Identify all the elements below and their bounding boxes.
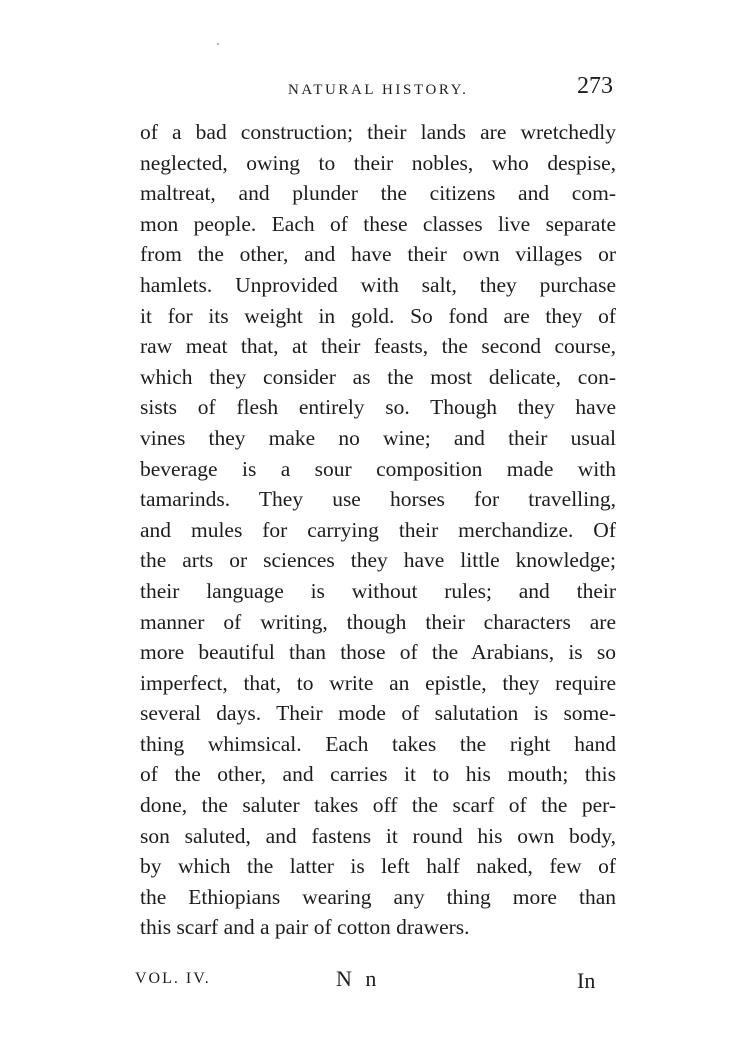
- text-line: beverage is a sour composition made with: [140, 456, 616, 481]
- text-line: vines they make no wine; and their usual: [140, 425, 616, 450]
- text-line: from the other, and have their own villages or: [140, 242, 616, 267]
- text-line: maltreat, and plunder the citizens and com-: [140, 181, 616, 206]
- catchword: In: [577, 968, 596, 993]
- text-line: manner of writing, though their characters are: [140, 609, 616, 634]
- text-line: of a bad construction; their lands are wretchedly: [140, 120, 616, 144]
- text-line: and mules for carrying their merchandize. Of: [140, 517, 616, 542]
- volume-label: VOL. IV.: [135, 970, 211, 987]
- paper-speck: [217, 43, 219, 45]
- text-line: tamarinds. They use horses for travelling,: [140, 487, 616, 512]
- text-line: which they consider as the most delicate, con-: [140, 364, 616, 389]
- page-number: 273: [577, 73, 613, 99]
- text-line: hamlets. Unprovided with salt, they purchase: [140, 272, 616, 297]
- text-line: their language is without rules; and their: [140, 578, 616, 603]
- text-line: the arts or sciences they have little knowledge;: [140, 548, 616, 573]
- text-line: the Ethiopians wearing any thing more than: [140, 884, 616, 909]
- text-line: done, the saluter takes off the scarf of the per-: [140, 793, 616, 818]
- text-line: imperfect, that, to write an epistle, they require: [140, 670, 616, 695]
- text-line: sists of flesh entirely so. Though they have: [140, 395, 616, 420]
- text-line: raw meat that, at their feasts, the second course,: [140, 334, 616, 359]
- text-line: more beautiful than those of the Arabians, is so: [140, 640, 616, 665]
- text-line: mon people. Each of these classes live separate: [140, 211, 616, 236]
- text-line: several days. Their mode of salutation is some-: [140, 701, 616, 726]
- text-line: neglected, owing to their nobles, who despise,: [140, 150, 616, 175]
- signature-mark: N n: [336, 966, 381, 991]
- running-title: NATURAL HISTORY.: [288, 82, 469, 98]
- text-line-last: this scarf and a pair of cotton drawers.: [140, 915, 470, 940]
- text-line: thing whimsical. Each takes the right hand: [140, 731, 616, 756]
- text-line: son saluted, and fastens it round his own body,: [140, 823, 616, 848]
- text-line: it for its weight in gold. So fond are they of: [140, 303, 616, 328]
- text-line: by which the latter is left half naked, few of: [140, 854, 616, 879]
- text-line: of the other, and carries it to his mouth; this: [140, 762, 616, 787]
- body-text: [140, 117, 616, 943]
